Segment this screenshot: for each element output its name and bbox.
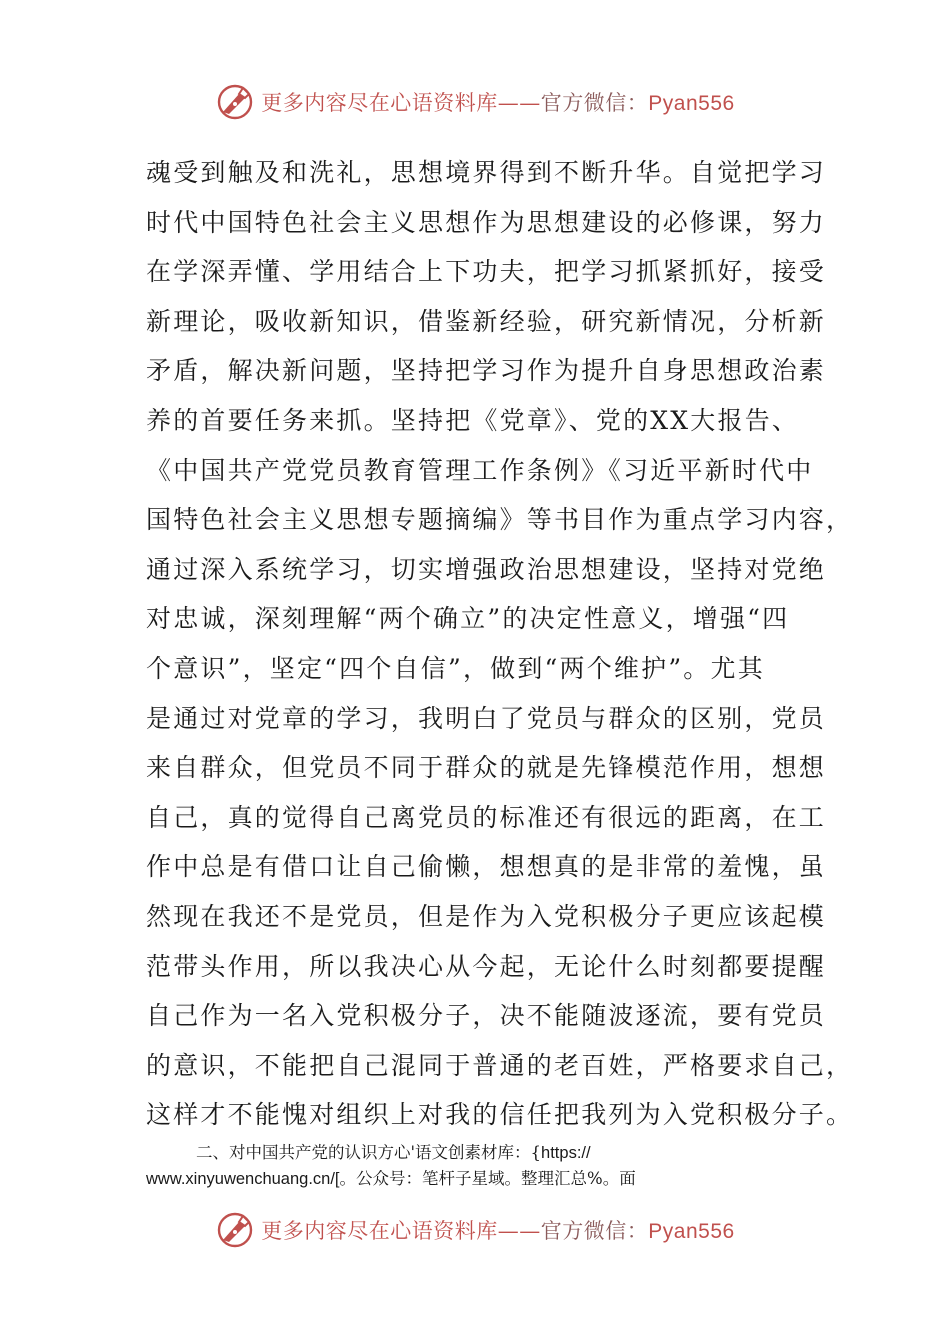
header-banner bbox=[0, 80, 950, 124]
body-line: 在学深弄懂、学用结合上下功夫，把学习抓紧抓好，接受 bbox=[146, 257, 827, 287]
footer-note bbox=[146, 1140, 826, 1192]
body-paragraph bbox=[146, 148, 854, 1140]
body-line: 自己，真的觉得自己离党员的标准还有很远的距离，在工 bbox=[146, 802, 827, 832]
body-line: 新理论，吸收新知识，借鉴新经验，研究新情况，分析新 bbox=[146, 306, 827, 336]
footer-note-line-1 bbox=[146, 1140, 826, 1166]
body-line: 国特色社会主义思想专题摘编》等书目作为重点学习内容， bbox=[146, 505, 854, 535]
body-line: 范带头作用，所以我决心从今起，无论什么时刻都要提醒 bbox=[146, 951, 827, 981]
body-line: 矛盾，解决新问题，坚持把学习作为提升自身思想政治素 bbox=[146, 356, 827, 386]
body-line: 这样才不能愧对组织上对我的信任把我列为入党积极分子。 bbox=[146, 1100, 854, 1130]
body-line: 自己作为一名入党积极分子，决不能随波逐流，要有党员 bbox=[146, 1001, 827, 1031]
footer-banner-text: 更多内容尽在心语资料库——官方微信：Pyan556 bbox=[261, 1219, 735, 1243]
body-line: 魂受到触及和洗礼，思想境界得到不断升华。自觉把学习 bbox=[146, 158, 827, 187]
body-line: 作中总是有借口让自己偷懒，想想真的是非常的羞愧，虽 bbox=[146, 852, 827, 882]
source-note-text: 。公众号：笔杆子星域。整理汇总%。面 bbox=[339, 1169, 636, 1188]
body-line: 是通过对党章的学习，我明白了党员与群众的区别，党员 bbox=[146, 703, 827, 733]
pen-nib-logo-icon bbox=[215, 82, 255, 122]
body-line: 时代中国特色社会主义思想作为思想建设的必修课，努力 bbox=[146, 207, 827, 237]
source-url-part-2: www.xinyuwenchuang.cn/[ bbox=[146, 1170, 340, 1188]
header-banner-text: 更多内容尽在心语资料库——官方微信：Pyan556 bbox=[261, 91, 735, 115]
body-line: 来自群众，但党员不同于群众的就是先锋模范作用，想想 bbox=[146, 753, 827, 783]
body-line: 的意识，不能把自己混同于普通的老百姓，严格要求自己， bbox=[146, 1050, 854, 1080]
body-line: 通过深入系统学习，切实增强政治思想建设，坚持对党绝 bbox=[146, 554, 827, 584]
section-heading-text: 二、对中国共产党的认识方心'语文创素材库：{ bbox=[196, 1143, 542, 1162]
footer-note-line-2 bbox=[146, 1166, 826, 1192]
body-line: 对忠诚，深刻理解“两个确立”的决定性意义，增强“四 bbox=[146, 604, 790, 634]
pen-nib-logo-icon bbox=[215, 1210, 255, 1250]
body-line: 《中国共产党党员教育管理工作条例》《习近平新时代中 bbox=[146, 455, 814, 485]
source-url-part-1: https:// bbox=[541, 1144, 591, 1162]
body-line: 养的首要任务来抓。坚持把《党章》、党的XX大报告、 bbox=[146, 405, 800, 435]
body-line: 然现在我还不是党员，但是作为入党积极分子更应该起模 bbox=[146, 901, 827, 931]
footer-banner bbox=[0, 1208, 950, 1252]
body-line: 个意识”，坚定“四个自信”，做到“两个维护”。尤其 bbox=[146, 653, 765, 683]
